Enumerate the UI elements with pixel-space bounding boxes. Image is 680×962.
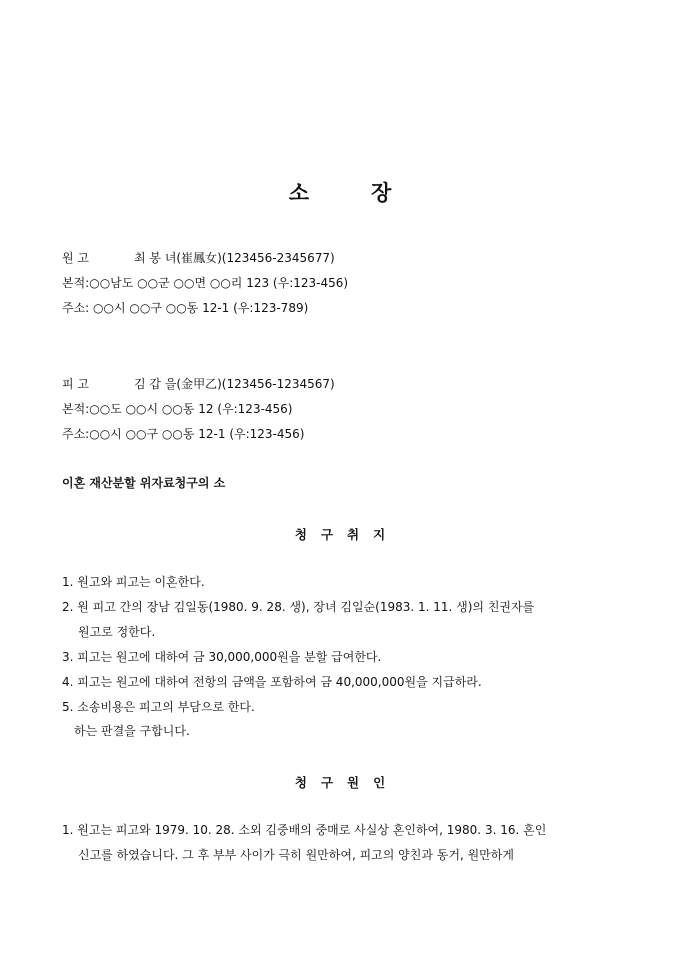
title-char-2: 장 xyxy=(371,180,392,205)
claim-purpose-heading-4: 지 xyxy=(373,527,386,542)
claim-cause-heading xyxy=(0,773,680,791)
claim-purpose-item-5: 5. 소송비용은 피고의 부담으로 한다. xyxy=(62,700,255,714)
defendant-name: 김 갑 을(金甲乙)(123456-1234567) xyxy=(134,377,335,391)
claim-cause-heading-1: 청 xyxy=(294,775,307,790)
case-name: 이혼 재산분할 위자료청구의 소 xyxy=(62,476,226,490)
claim-purpose-heading-2: 구 xyxy=(320,527,333,542)
document-title xyxy=(0,177,680,207)
defendant-label: 피 고 xyxy=(62,377,89,391)
plaintiff-name: 최 봉 녀(崔鳳女)(123456-2345677) xyxy=(134,251,335,265)
claim-purpose-item-2: 2. 원 피고 간의 장남 김일동(1980. 9. 28. 생), 장녀 김일순(1983. 1. 11. 생)의 친권자를 xyxy=(62,600,535,614)
claim-purpose-item-3: 3. 피고는 원고에 대하여 금 30,000,000원을 분할 급여한다. xyxy=(62,650,382,664)
defendant-domicile: 본적:○○도 ○○시 ○○동 12 (우:123-456) xyxy=(62,402,293,416)
claim-purpose-closing: 하는 판결을 구합니다. xyxy=(74,724,190,738)
claim-purpose-heading-3: 취 xyxy=(347,527,360,542)
title-char-1: 소 xyxy=(288,180,309,205)
claim-purpose-heading xyxy=(0,525,680,543)
defendant-name-line xyxy=(62,377,335,391)
claim-purpose-item-4: 4. 피고는 원고에 대하여 전항의 금액을 포함하여 금 40,000,000원을 지급하라. xyxy=(62,675,482,689)
claim-purpose-item-1: 1. 원고와 피고는 이혼한다. xyxy=(62,575,205,589)
plaintiff-address: 주소: ○○시 ○○구 ○○동 12-1 (우:123-789) xyxy=(62,301,309,315)
claim-cause-item-1: 1. 원고는 피고와 1979. 10. 28. 소외 김중배의 중매로 사실상 혼인하여, 1980. 3. 16. 혼인 xyxy=(62,823,547,837)
plaintiff-domicile: 본적:○○남도 ○○군 ○○면 ○○리 123 (우:123-456) xyxy=(62,276,349,290)
claim-cause-item-1-cont: 신고를 하였습니다. 그 후 부부 사이가 극히 원만하여, 피고의 양친과 동거, 원만하게 xyxy=(78,848,514,862)
plaintiff-label: 원 고 xyxy=(62,251,89,265)
defendant-address: 주소:○○시 ○○구 ○○동 12-1 (우:123-456) xyxy=(62,427,305,441)
claim-purpose-heading-1: 청 xyxy=(294,527,307,542)
claim-cause-heading-4: 인 xyxy=(373,775,386,790)
plaintiff-name-line xyxy=(62,251,335,265)
claim-cause-heading-3: 원 xyxy=(347,775,360,790)
claim-purpose-item-2-cont: 원고로 정한다. xyxy=(78,625,156,639)
claim-cause-heading-2: 구 xyxy=(320,775,333,790)
